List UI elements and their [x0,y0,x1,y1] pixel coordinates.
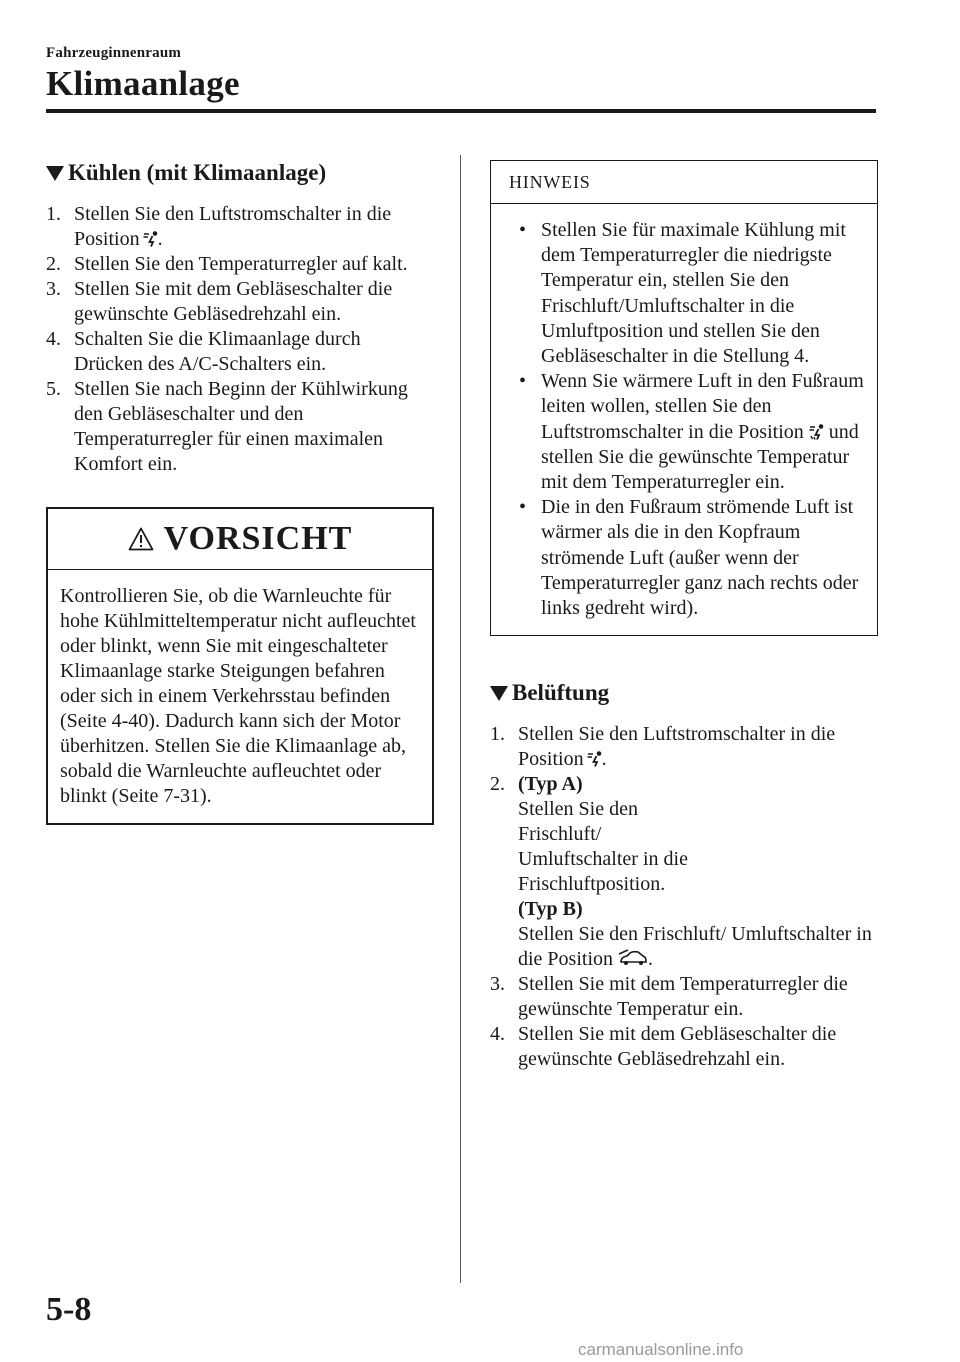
cooling-heading [46,158,434,188]
note-item-1 [503,218,865,369]
triangle-down-icon [46,166,64,181]
caution-body: Kontrollieren Sie, ob die Warnleuchte für hohe Kühlmitteltemperatur nicht aufleuchtet oder blinkt, wenn Sie mit eingeschalteter Klimaanlage starke Steigungen befahren oder sich in einem Verkehrsstau befinden (Seite 4-40). Dadurch kann sich der Motor überhitzen. Stellen Sie die Klimaanlage ab, sobald die Warnleuchte aufleuchtet oder blinkt (Seite 7-31). [60,585,416,807]
header-rule [46,109,876,113]
cooling-step-5 [46,377,434,477]
triangle-down-icon [490,686,508,701]
ventilation-heading-text: Belüftung [512,680,610,706]
type-b-label: (Typ B) [518,898,583,921]
type-a-text: Stellen Sie den Frischluft/ Umluftschalter in die Frischluftposition. [518,798,688,896]
step-text: Stellen Sie nach Beginn der Kühlwirkung den Gebläseschalter und den Temperaturregler für einen maximalen Komfort ein. [74,378,408,475]
cooling-step-2 [46,252,434,277]
step-number: 1. [46,203,61,225]
caution-header [48,509,432,570]
step-text: Schalten Sie die Klimaanlage durch Drücken des A/C-Schalters ein. [74,328,361,375]
note-text-after: und stellen Sie die gewünschte Temperatur mit dem Temperaturregler ein. [541,420,859,494]
step-number: 2. [46,253,61,275]
face-vent-icon [143,231,158,247]
left-column [46,158,434,825]
column-divider [460,155,461,1283]
page-number: 5-8 [46,1291,92,1328]
step-suffix: . [648,948,654,971]
cooling-step-1 [46,202,434,252]
ventilation-step-1 [490,722,878,772]
step-text: Stellen Sie den Temperaturregler auf kalt. [74,253,408,275]
cooling-step-4 [46,327,434,377]
cooling-heading-text: Kühlen (mit Klimaanlage) [68,160,327,185]
step-text: Stellen Sie den Luftstromschalter in die Position [518,723,836,771]
step-number: 5. [46,378,61,400]
type-b-text-wrap [518,922,878,972]
page-title: Klimaanlage [46,64,240,103]
note-item-2 [503,369,865,495]
cooling-steps [46,202,434,477]
step-number: 2. [490,773,505,796]
note-body [491,204,877,635]
bilevel-vent-icon [809,424,824,440]
warning-triangle-icon [128,527,154,551]
caution-title: VORSICHT [163,520,353,557]
step-number: 3. [46,278,61,300]
step-number: 1. [490,723,505,746]
step-text: Stellen Sie mit dem Gebläseschalter die gewünschte Gebläsedrehzahl ein. [518,1023,837,1071]
bullet: • [519,496,527,519]
type-b-text: Stellen Sie den Frischluft/ Umluftschalter in die Position [518,923,872,971]
note-text-before: Wenn Sie wärmere Luft in den Fußraum leiten wollen, stellen Sie den Luftstromschalter in die Position [541,370,864,443]
note-text: Stellen Sie für maximale Kühlung mit dem Temperaturregler die niedrigste Temperatur ein, stellen Sie den Frischluft/Umluftschalter in die Umluftposition und stellen Sie den Gebläseschalter in die Stellung 4. [541,219,846,368]
note-box [490,160,878,636]
step-number: 4. [46,328,61,350]
step-number: 3. [490,973,505,996]
fresh-air-icon [618,949,648,967]
step-number: 4. [490,1023,505,1046]
step-text: Stellen Sie mit dem Temperaturregler die gewünschte Temperatur ein. [518,973,848,1021]
page-header [46,44,240,104]
type-a-label: (Typ A) [518,773,583,796]
watermark: carmanualsonline.info [578,1340,744,1359]
ventilation-steps [490,722,878,1072]
cooling-step-3 [46,277,434,327]
step-text: Stellen Sie mit dem Gebläseschalter die gewünschte Gebläsedrehzahl ein. [74,278,393,325]
note-header: HINWEIS [491,161,877,204]
note-text: Die in den Fußraum strömende Luft ist wärmer als die in den Kopfraum strömende Luft (außer wenn der Temperaturregler ganz nach rechts oder links gedreht wird). [541,496,859,620]
step-suffix: . [601,748,607,771]
ventilation-step-3 [490,972,878,1022]
face-vent-icon [587,751,602,767]
section-kicker: Fahrzeuginnenraum [46,45,182,61]
bullet: • [519,219,527,241]
step-text: Stellen Sie den Luftstromschalter in die Position [74,203,392,250]
note-item-3 [503,495,865,621]
bullet: • [519,370,527,393]
caution-box [46,507,434,825]
ventilation-step-4 [490,1022,878,1072]
ventilation-heading [490,678,878,708]
ventilation-step-2 [490,772,878,972]
step-suffix: . [157,228,163,250]
right-column [490,160,878,1072]
